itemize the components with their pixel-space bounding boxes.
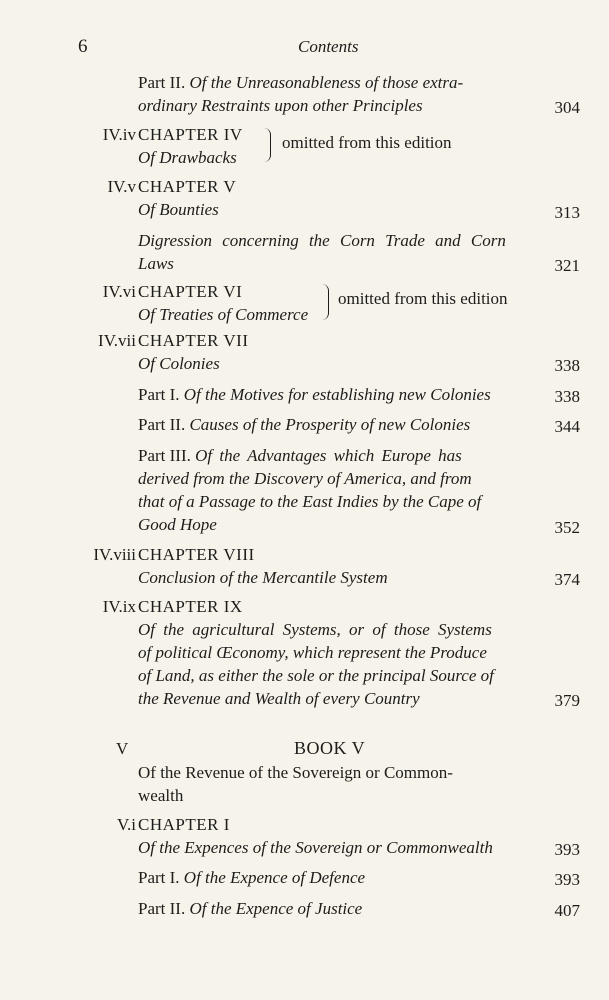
page-ref: 393 (554, 840, 580, 859)
omission-note: omitted from this edition (282, 133, 452, 152)
chapter-title-line2: of political Œconomy, which represent the Produce (138, 643, 487, 662)
chapter-title: Of Colonies (138, 354, 220, 373)
book-heading: BOOK V (294, 738, 366, 758)
chapter-title: Of the Expences of the Sovereign or Commonwealth (138, 838, 493, 857)
part-title-line2: ordinary Restraints upon other Principles (138, 96, 423, 115)
brace (322, 284, 329, 320)
chapter-heading: CHAPTER I (138, 815, 230, 834)
page-ref: 352 (554, 518, 580, 537)
section-label: IV.iv (102, 125, 136, 144)
page-ref: 321 (554, 256, 580, 275)
page-ref: 379 (554, 691, 580, 710)
page-ref: 393 (554, 870, 580, 889)
digression-line2: Laws (138, 254, 174, 273)
chapter-title-line1: Of the agricultural Systems, or of those Systems (138, 620, 492, 639)
chapter-title-line3: of Land, as either the sole or the principal Source of (138, 666, 494, 685)
part-prefix: Part II. (138, 73, 186, 92)
chapter-heading: CHAPTER IX (138, 597, 243, 616)
chapter-title: Conclusion of the Mercantile System (138, 568, 388, 587)
section-label: IV.v (107, 177, 136, 196)
part-title: Causes of the Prosperity of new Colonies (189, 415, 471, 434)
part-title-line1: Of the Advantages which Europe has (195, 446, 462, 465)
chapter-title: Of Bounties (138, 200, 219, 219)
running-title: Contents (298, 37, 359, 56)
toc-entry-vii-part1 (138, 385, 491, 405)
chapter-heading: CHAPTER V (138, 177, 237, 196)
toc-entry-iv-part2 (138, 73, 463, 93)
page-ref: 338 (554, 387, 580, 406)
book-title-line1: Of the Revenue of the Sovereign or Common- (138, 763, 453, 782)
chapter-title: Of Treaties of Commerce (138, 305, 309, 324)
part-prefix: Part II. (138, 899, 186, 918)
toc-entry-vii-part3 (138, 446, 462, 466)
section-label: V.i (116, 815, 136, 834)
chapter-title: Of Drawbacks (138, 148, 237, 167)
section-label: IV.ix (102, 597, 136, 616)
section-label: IV.vii (98, 331, 136, 350)
book-title-line2: wealth (138, 786, 184, 805)
part-title-line4: Good Hope (138, 515, 217, 534)
brace (264, 128, 271, 162)
chapter-title-line4: the Revenue and Wealth of every Country (138, 689, 420, 708)
part-prefix: Part I. (138, 385, 180, 404)
section-label: IV.vi (102, 282, 136, 301)
page-ref: 313 (554, 203, 580, 222)
part-title: Of the Expence of Defence (183, 868, 366, 887)
page-ref: 374 (554, 570, 580, 589)
book-label: V (116, 739, 129, 758)
chapter-heading: CHAPTER VII (138, 331, 249, 350)
part-prefix: Part II. (138, 415, 186, 434)
digression-line1: Digression concerning the Corn Trade and Corn (138, 231, 506, 250)
page-ref: 304 (554, 98, 580, 117)
omission-note: omitted from this edition (338, 289, 508, 308)
part-title-line3: that of a Passage to the East Indies by the Cape of (138, 492, 482, 511)
part-title: Of the Motives for establishing new Colonies (183, 385, 491, 404)
page-number: 6 (78, 36, 88, 57)
part-prefix: Part III. (138, 446, 191, 465)
chapter-heading: CHAPTER IV (138, 125, 243, 144)
part-title: Of the Expence of Justice (189, 899, 363, 918)
part-title-line1: Of the Unreasonableness of those extra- (189, 73, 464, 92)
toc-entry-v-part1 (138, 868, 365, 888)
chapter-heading: CHAPTER VIII (138, 545, 255, 564)
part-prefix: Part I. (138, 868, 180, 887)
chapter-heading: CHAPTER VI (138, 282, 243, 301)
section-label: IV.viii (93, 545, 136, 564)
page-ref: 407 (554, 901, 580, 920)
toc-entry-vii-part2 (138, 415, 470, 435)
toc-entry-v-part2 (138, 899, 362, 919)
page-ref: 338 (554, 356, 580, 375)
page-ref: 344 (554, 417, 580, 436)
part-title-line2: derived from the Discovery of America, and from (138, 469, 472, 488)
